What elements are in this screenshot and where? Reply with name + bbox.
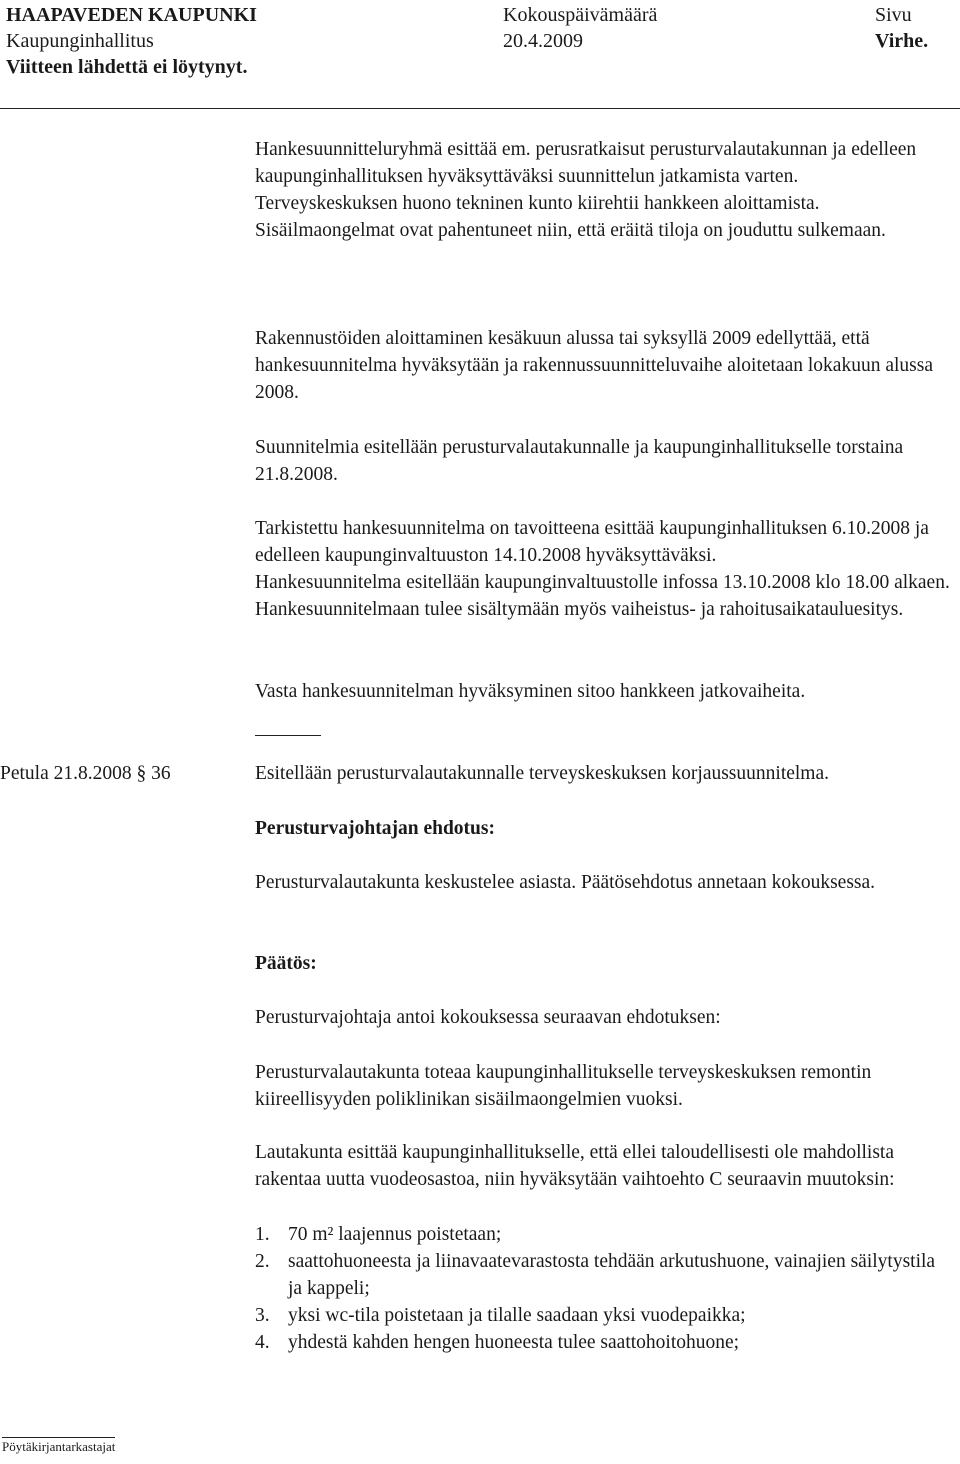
list-item — [255, 1302, 950, 1329]
decision-heading: Päätös: — [255, 953, 317, 974]
org-name: HAAPAVEDEN KAUPUNKI — [6, 4, 257, 26]
decision-paragraph: Perusturvajohtaja antoi kokouksessa seuraavan ehdotuksen: — [255, 1007, 721, 1028]
page-label: Sivu — [875, 4, 912, 26]
paragraph: Terveyskeskuksen huono tekninen kunto kiirehtii hankkeen aloittamista. — [255, 193, 820, 214]
list-item — [255, 1248, 950, 1302]
paragraph: Suunnitelmia esitellään perusturvalautakunnalle ja kaupunginhallitukselle torstaina 21.8.2008. — [255, 437, 904, 485]
paragraph: Hankesuunnitteluryhmä esittää em. perusratkaisut perusturvalautakunnan ja edelleen kaupunginhallituksen hyväksyttäväksi suunnittelun jatkamista varten. — [255, 139, 917, 187]
paragraph: Tarkistettu hankesuunnitelma on tavoitteena esittää kaupunginhallituksen 6.10.2008 ja edelleen kaupunginvaltuuston 14.10.2008 hyväksyttäväksi. — [255, 518, 929, 566]
change-list — [255, 1221, 950, 1356]
list-number: 4. — [255, 1332, 270, 1353]
list-text: 70 m² laajennus poistetaan; — [288, 1224, 502, 1245]
section-intro: Esitellään perusturvalautakunnalle terveyskeskuksen korjaussuunnitelma. — [255, 763, 830, 784]
paragraph-group-1 — [255, 136, 950, 244]
decision-paragraph: Lautakunta esittää kaupunginhallitukselle, että ellei taloudellisesti ole mahdollista rakentaa uutta vuodeosastoa, niin hyväksytään vaihtoehto C seuraavin muutoksin: — [255, 1142, 895, 1190]
reference-error: Viitteen lähdettä ei löytynyt. — [6, 56, 248, 78]
meeting-date: 20.4.2009 — [503, 30, 583, 52]
paragraph: Vasta hankesuunnitelman hyväksyminen sitoo hankkeen jatkovaiheita. — [255, 681, 806, 702]
header-divider — [0, 108, 960, 109]
paragraph-group-5 — [255, 515, 950, 623]
paragraph: Hankesuunnitelmaan tulee sisältymään myös vaiheistus- ja rahoitusaikatauluesitys. — [255, 599, 904, 620]
section-separator — [255, 735, 321, 736]
body-name: Kaupunginhallitus — [6, 30, 154, 52]
list-item — [255, 1221, 950, 1248]
list-number: 3. — [255, 1305, 270, 1326]
list-number: 2. — [255, 1251, 270, 1272]
decision-paragraph: Perusturvalautakunta toteaa kaupunginhallitukselle terveyskeskuksen remontin kiireellisyyden poliklinikan sisäilmaongelmien vuoksi. — [255, 1062, 872, 1110]
section-label: Petula 21.8.2008 § 36 — [0, 763, 171, 784]
paragraph: Rakennustöiden aloittaminen kesäkuun alussa tai syksyllä 2009 edellyttää, että hankesuunnitelma hyväksytään ja rakennussuunnitteluvaihe aloitetaan lokakuun alussa 2008. — [255, 328, 933, 403]
list-item — [255, 1329, 950, 1356]
list-number: 1. — [255, 1224, 270, 1245]
list-text: yksi wc-tila poistetaan ja tilalle saadaan yksi vuodepaikka; — [288, 1305, 746, 1326]
page-value: Virhe. — [875, 30, 929, 52]
paragraph: Sisäilmaongelmat ovat pahentuneet niin, että eräitä tiloja on jouduttu sulkemaan. — [255, 220, 886, 241]
meeting-date-label: Kokouspäivämäärä — [503, 4, 658, 26]
list-text: saattohuoneesta ja liinavaatevarastosta tehdään arkutushuone, vainajien säilytystila ja kappeli; — [288, 1251, 936, 1299]
paragraph: Hankesuunnitelma esitellään kaupunginvaltuustolle infossa 13.10.2008 klo 18.00 alkaen. — [255, 572, 950, 593]
list-text: yhdestä kahden hengen huoneesta tulee saattohoitohuone; — [288, 1332, 740, 1353]
proposal-heading: Perusturvajohtajan ehdotus: — [255, 818, 495, 839]
proposal-text: Perusturvalautakunta keskustelee asiasta. Päätösehdotus annetaan kokouksessa. — [255, 872, 876, 893]
footer-signature-label: Pöytäkirjantarkastajat — [2, 1439, 116, 1454]
